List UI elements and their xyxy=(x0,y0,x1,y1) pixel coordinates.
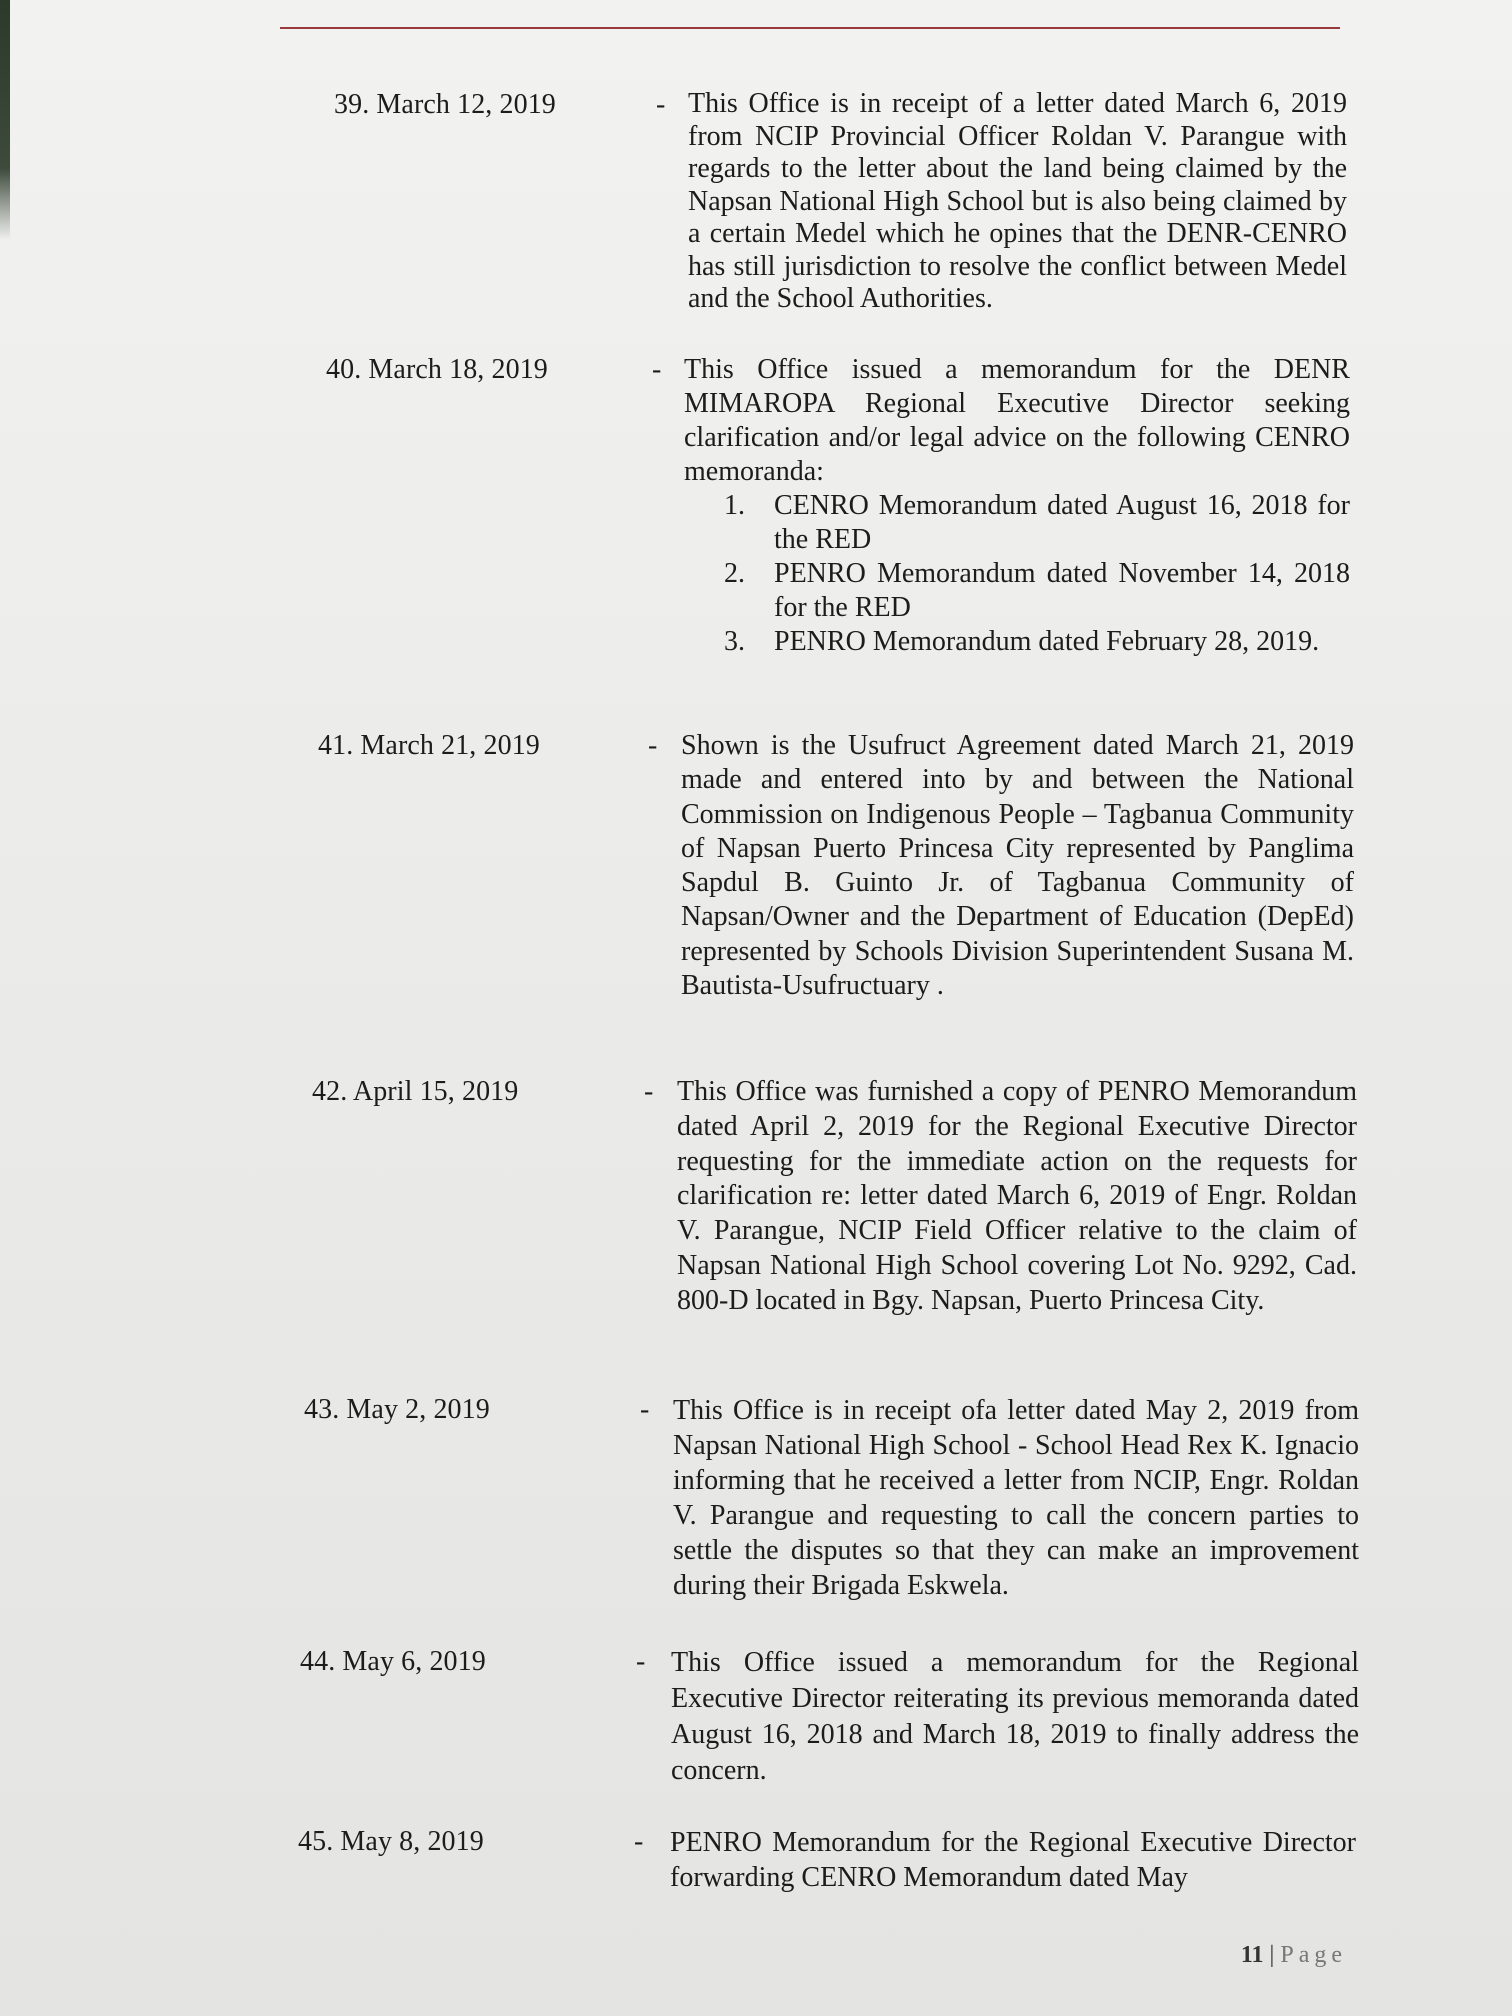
page-footer xyxy=(1241,1942,1347,1969)
list-item-text: CENRO Memorandum dated August 16, 2018 for the RED xyxy=(774,490,1350,555)
entry-date-text: May 8, 2019 xyxy=(340,1826,484,1857)
entry-text: This Office issued a memorandum for the Regional Executive Director reiterating its previous memoranda dated August 16, 2018 and March 18, 2019 to finally address the concern. xyxy=(671,1647,1359,1786)
entry-date xyxy=(300,1645,486,1678)
entry-number: 42. xyxy=(312,1076,348,1107)
entry-body xyxy=(688,88,1347,316)
entry-dash: - xyxy=(634,1826,644,1857)
entry-date xyxy=(304,1393,490,1426)
entry-date-text: March 18, 2019 xyxy=(368,354,548,385)
entry-date-text: May 2, 2019 xyxy=(346,1394,490,1425)
list-item-text: PENRO Memorandum dated February 28, 2019. xyxy=(774,626,1320,657)
entry-number: 45. xyxy=(298,1826,334,1857)
entry-number: 40. xyxy=(326,354,362,385)
entry-number: 44. xyxy=(300,1646,336,1677)
entry-text: PENRO Memorandum for the Regional Executive Director forwarding CENRO Memorandum dated May xyxy=(670,1827,1356,1893)
entry-dash: - xyxy=(640,1394,650,1425)
entry-body xyxy=(681,729,1354,1003)
entry-date-text: March 21, 2019 xyxy=(360,730,540,761)
entry-body xyxy=(670,1825,1356,1895)
entry-date-text: May 6, 2019 xyxy=(342,1646,486,1677)
entry-dash: - xyxy=(648,730,658,761)
entry-dash: - xyxy=(644,1076,654,1107)
entry-dash: - xyxy=(652,354,662,385)
list-item-number: 3. xyxy=(724,626,745,657)
memoranda-list-item xyxy=(684,625,1350,659)
entry-date xyxy=(326,353,548,386)
page-edge-shadow xyxy=(0,0,10,240)
page-separator: | xyxy=(1269,1942,1275,1968)
entry-dash: - xyxy=(636,1646,646,1677)
memoranda-list xyxy=(684,489,1350,659)
entry-date xyxy=(298,1825,484,1858)
entry-body xyxy=(677,1075,1357,1319)
entry-text: This Office is in receipt of a letter dated March 6, 2019 from NCIP Provincial Officer Roldan V. Parangue with regards to the letter about the land being claimed by the Napsan National High School but is also being claimed by a certain Medel which he opines that the DENR-CENRO has still jurisdiction to resolve the conflict between Medel and the School Authorities. xyxy=(688,88,1347,314)
page-label: Page xyxy=(1280,1942,1347,1968)
memoranda-list-item xyxy=(684,557,1350,625)
entry-text: This Office is in receipt ofa letter dated May 2, 2019 from Napsan National High School - School Head Rex K. Ignacio informing that he received a letter from NCIP, Engr. Roldan V. Parangue and requesting to call the concern parties to settle the disputes so that they can make an improvement during their Brigada Eskwela. xyxy=(673,1395,1359,1601)
entry-dash: - xyxy=(656,89,666,120)
entry-body xyxy=(671,1645,1359,1789)
list-item-number: 2. xyxy=(724,558,745,589)
entry-text: This Office was furnished a copy of PENRO Memorandum dated April 2, 2019 for the Regional Executive Director requesting for the immediate action on the requests for clarification re: letter dated March 6, 2019 of Engr. Roldan V. Parangue, NCIP Field Officer relative to the claim of Napsan National High School covering Lot No. 9292, Cad. 800-D located in Bgy. Napsan, Puerto Princesa City. xyxy=(677,1076,1357,1316)
entry-body xyxy=(673,1393,1359,1603)
header-rule xyxy=(280,27,1340,29)
entry-number: 43. xyxy=(304,1394,340,1425)
memoranda-list-item xyxy=(684,489,1350,557)
entry-date-text: March 12, 2019 xyxy=(376,89,556,120)
entry-date-text: April 15, 2019 xyxy=(352,1076,519,1107)
entry-date xyxy=(312,1075,518,1108)
page-number: 11 xyxy=(1240,1942,1264,1968)
entry-date xyxy=(334,88,556,121)
list-item-text: PENRO Memorandum dated November 14, 2018 for the RED xyxy=(774,558,1350,623)
entry-number: 41. xyxy=(318,730,354,761)
entry-text: Shown is the Usufruct Agreement dated March 21, 2019 made and entered into by and between the National Commission on Indigenous People – Tagbanua Community of Napsan Puerto Princesa City represented by Panglima Sapdul B. Guinto Jr. of Tagbanua Community of Napsan/Owner and the Department of Education (DepEd) represented by Schools Division Superintendent Susana M. Bautista-Usufructuary . xyxy=(681,730,1354,1002)
entry-body xyxy=(684,353,1350,659)
list-item-number: 1. xyxy=(724,490,745,521)
entry-text: This Office issued a memorandum for the DENR MIMAROPA Regional Executive Director seeking clarification and/or legal advice on the following CENRO memoranda: xyxy=(684,354,1350,487)
entry-number: 39. xyxy=(334,89,370,120)
entry-date xyxy=(318,729,540,762)
